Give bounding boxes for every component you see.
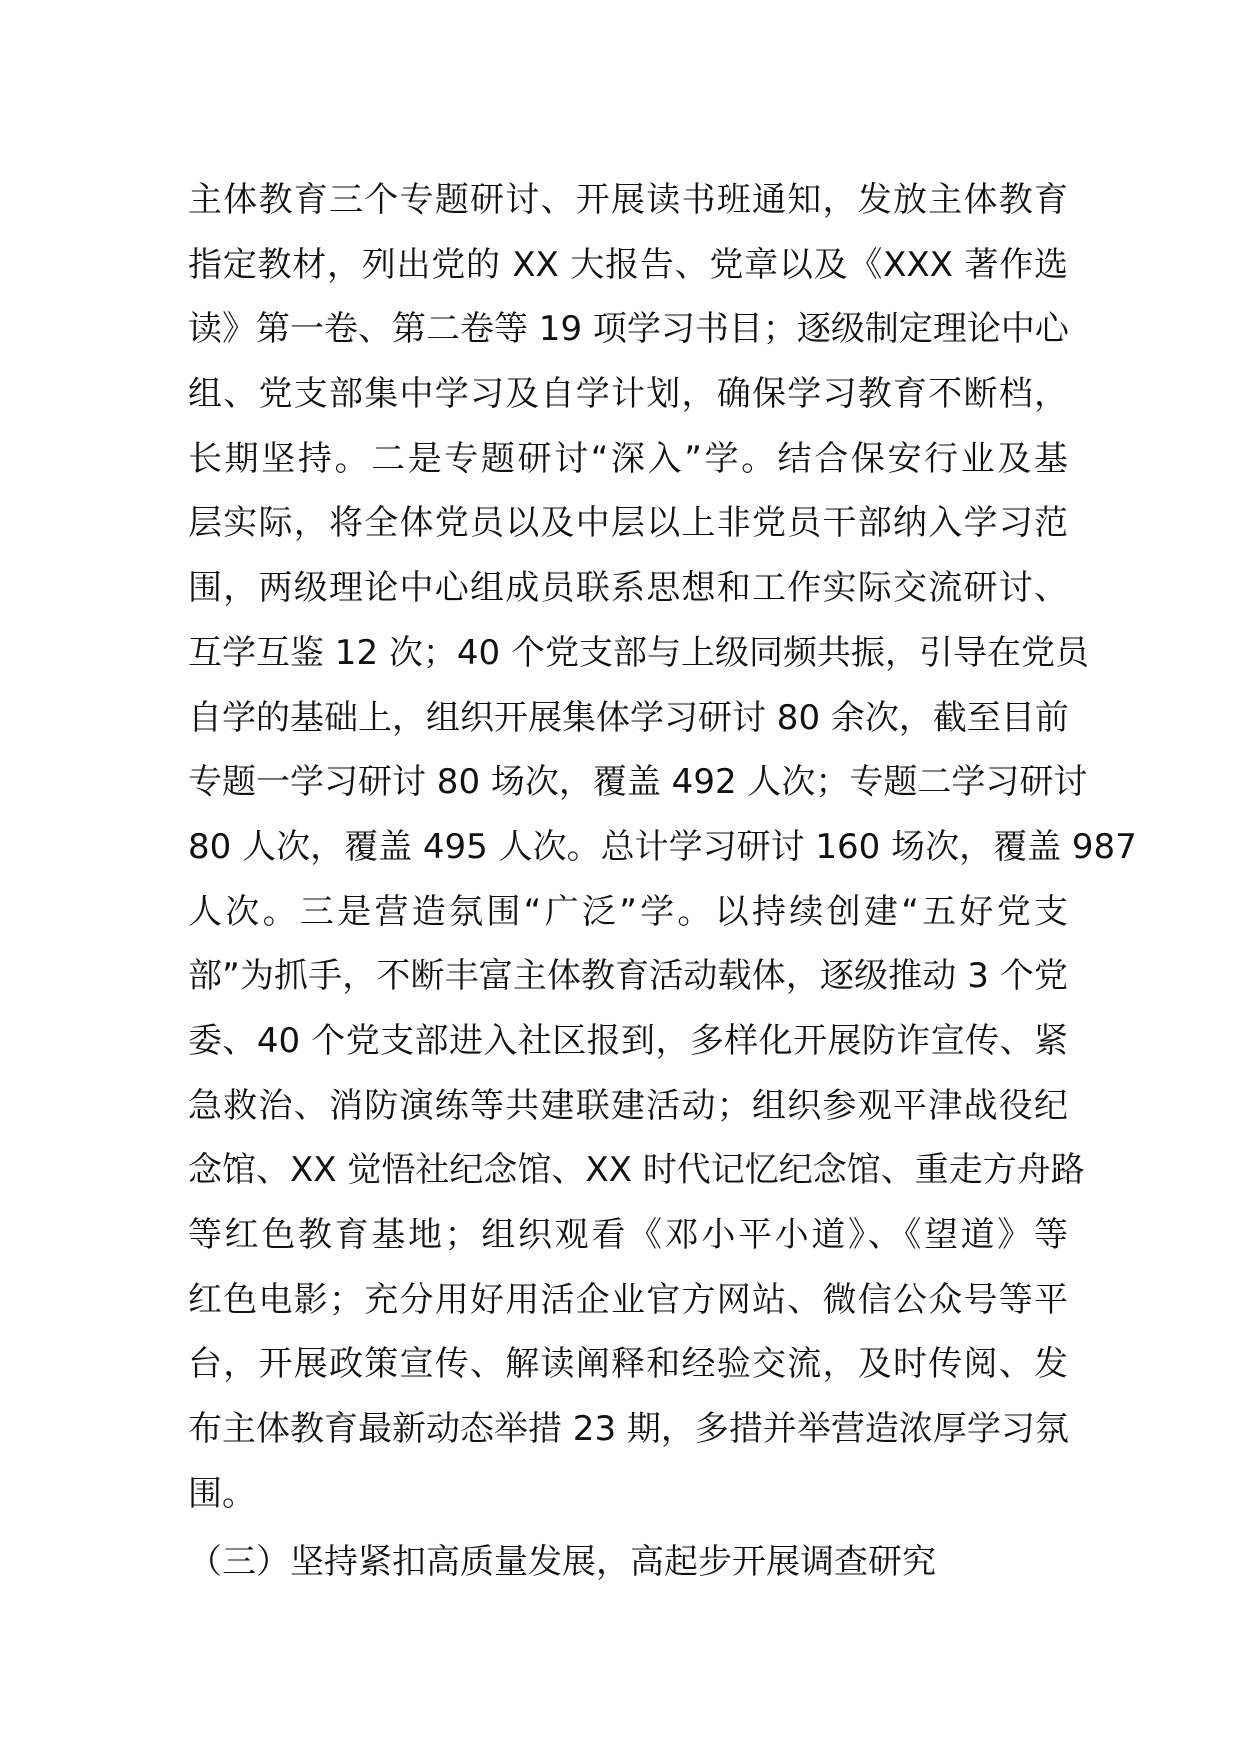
paragraph-line: 围，两级理论中心组成员联系思想和工作实际交流研讨、 [188, 568, 1068, 609]
paragraph-line: 组、党支部集中学习及自学计划，确保学习教育不断档， [188, 374, 1068, 415]
section-heading: （三）坚持紧扣高质量发展，高起步开展调查研究 [188, 1542, 936, 1582]
paragraph-line: 红色电影；充分用好用活企业官方网站、微信公众号等平 [188, 1279, 1068, 1320]
paragraph-line: 围。 [188, 1473, 256, 1514]
paragraph-line: 互学互鉴 12 次；40 个党支部与上级同频共振，引导在党员 [188, 632, 1089, 673]
paragraph-line: 布主体教育最新动态举措 23 期，多措并举营造浓厚学习氛 [188, 1409, 1069, 1450]
paragraph-line: 台，开展政策宣传、解读阐释和经验交流，及时传阅、发 [188, 1344, 1068, 1385]
paragraph-line: 自学的基础上，组织开展集体学习研讨 80 余次，截至目前 [188, 697, 1069, 738]
paragraph-line: 等红色教育基地；组织观看《邓小平小道》、《望道》等 [188, 1215, 1068, 1255]
paragraph-line: 急救治、消防演练等共建联建活动；组织参观平津战役纪 [188, 1085, 1068, 1126]
paragraph-line: 主体教育三个专题研讨、开展读书班通知，发放主体教育 [188, 180, 1068, 220]
paragraph-line: 80 人次，覆盖 495 人次。总计学习研讨 160 场次，覆盖 987 [188, 826, 1137, 867]
paragraph-line: 人次。三是营造氛围“广泛”学。以持续创建“五好党支 [188, 891, 1068, 932]
paragraph-line: 委、40 个党支部进入社区报到，多样化开展防诈宣传、紧 [188, 1020, 1068, 1061]
paragraph-line: 念馆、XX 觉悟社纪念馆、XX 时代记忆纪念馆、重走方舟路 [188, 1150, 1085, 1191]
paragraph-line: 指定教材，列出党的 XX 大报告、党章以及《XXX 著作选 [188, 244, 1068, 285]
paragraph-line: 部”为抓手，不断丰富主体教育活动载体，逐级推动 3 个党 [188, 956, 1068, 997]
paragraph-line: 读》第一卷、第二卷等 19 项学习书目；逐级制定理论中心 [188, 309, 1069, 350]
paragraph-line: 长期坚持。二是专题研讨“深入”学。结合保安行业及基 [188, 438, 1068, 479]
paragraph-line: 专题一学习研讨 80 场次，覆盖 492 人次；专题二学习研讨 [188, 762, 1088, 803]
body-paragraph [188, 168, 1137, 1526]
paragraph-line: 层实际，将全体党员以及中层以上非党员干部纳入学习范 [188, 503, 1068, 544]
